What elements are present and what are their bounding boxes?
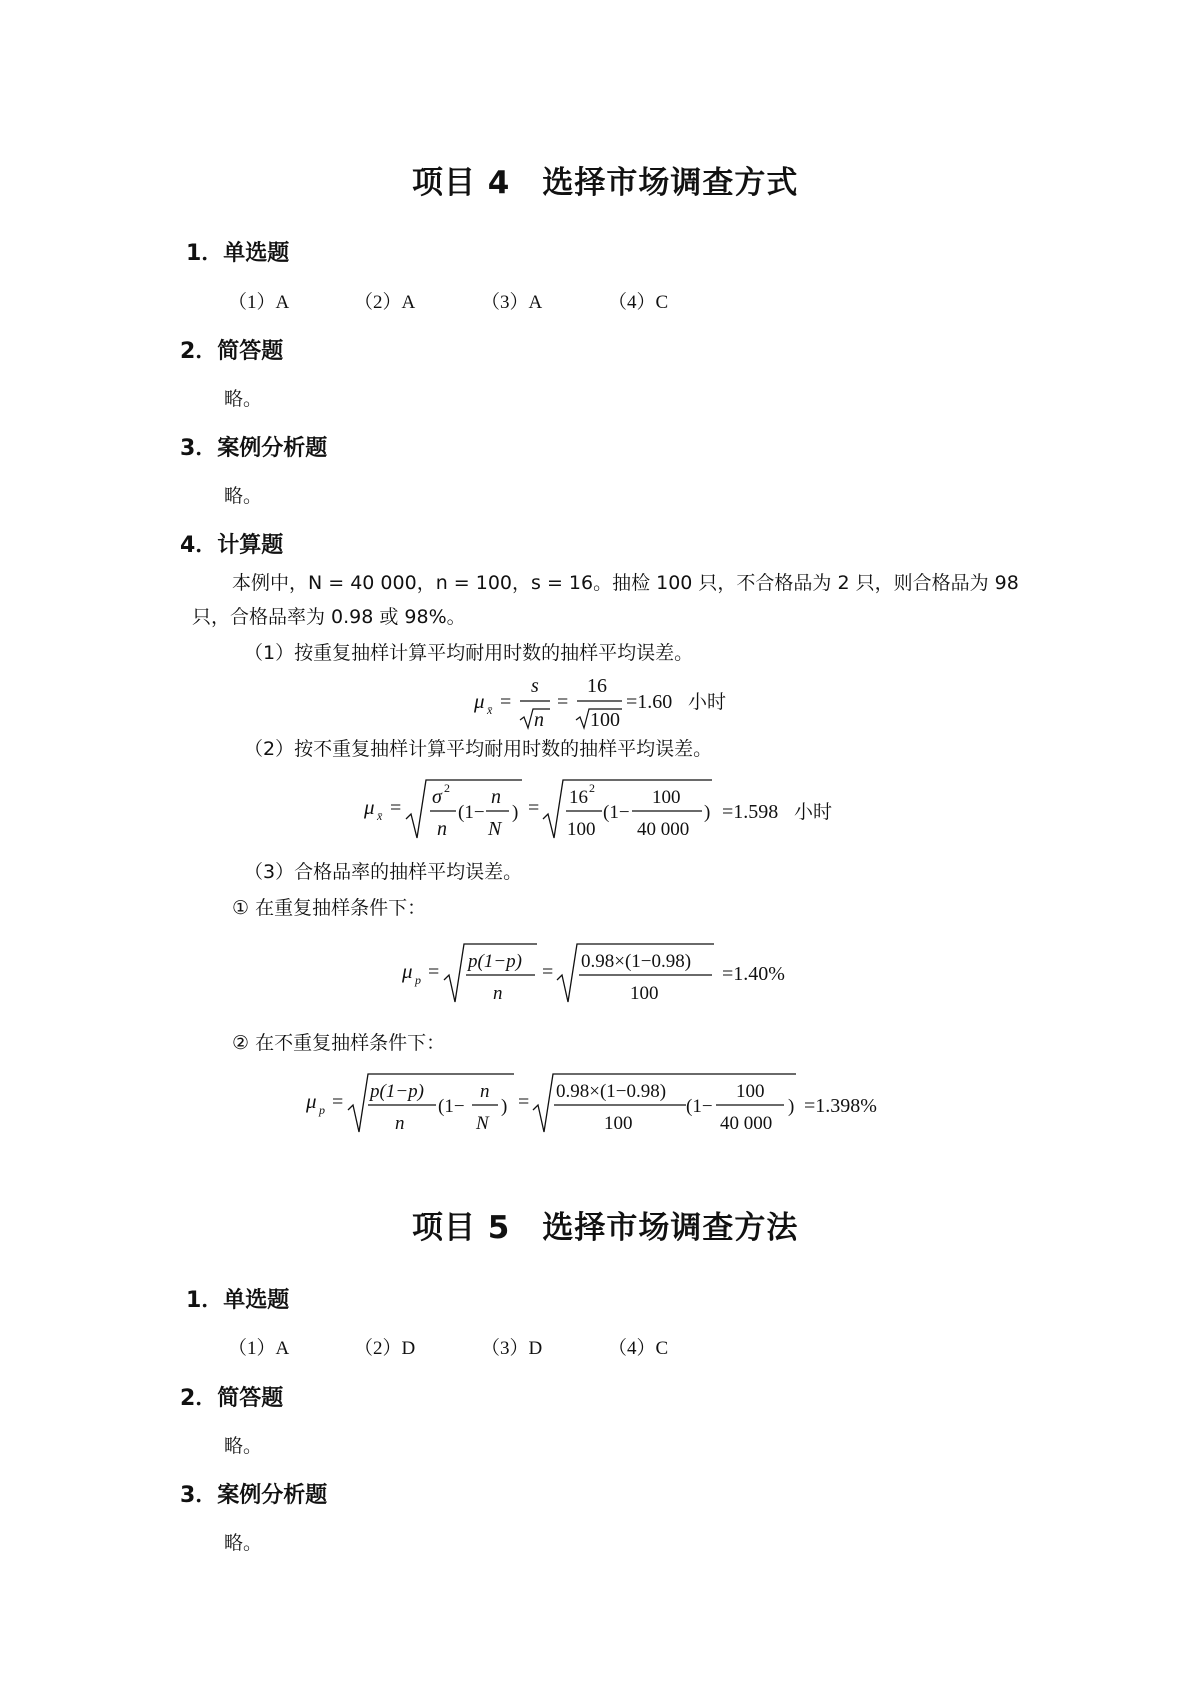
f1-den: 100 — [590, 709, 620, 731]
p5-short-answer-text: 略。 — [224, 1435, 263, 1457]
svg-text:x̄: x̄ — [487, 703, 493, 717]
svg-text:μ: μ — [306, 1089, 317, 1113]
formula-nonrepeat-sampling-mean — [360, 774, 850, 842]
f4-N: N — [476, 1113, 489, 1134]
f4-frac-den: 40 000 — [720, 1113, 773, 1134]
f4-close-left: ) — [501, 1096, 508, 1117]
formula-repeat-sampling-rate — [400, 938, 820, 1006]
f3-den-right: 100 — [630, 983, 659, 1004]
f4-close-right: ) — [788, 1096, 795, 1117]
p4-calc-sub2: ② 在不重复抽样条件下： — [232, 1032, 446, 1054]
svg-text:=: = — [542, 961, 554, 983]
f1-num: 16 — [587, 675, 607, 697]
f2-one-minus-right: (1− — [603, 802, 630, 823]
f2-result: =1.598 — [722, 801, 779, 823]
p5-case-analysis-text: 略。 — [224, 1532, 263, 1554]
svg-text:μ: μ — [402, 959, 413, 983]
p5-case-analysis-heading: 3．案例分析题 — [180, 1483, 328, 1508]
svg-text:x̄: x̄ — [377, 809, 383, 823]
f2-close-left: ) — [512, 802, 519, 823]
f4-den-right: 100 — [604, 1113, 633, 1134]
f4-n: n — [480, 1081, 490, 1102]
svg-text:=: = — [390, 797, 402, 819]
p4-answer-1: （1）A — [228, 292, 290, 313]
f1-unit: 小时 — [688, 692, 727, 713]
svg-text:p: p — [415, 973, 421, 987]
p5-short-answer-heading: 2．简答题 — [180, 1386, 284, 1411]
p4-single-choice-heading: 1．单选题 — [186, 241, 290, 266]
svg-text:=: = — [428, 961, 440, 983]
f2-sigma: σ — [432, 786, 442, 808]
p4-short-answer-text: 略。 — [224, 388, 263, 410]
f4-one-minus-right: (1− — [686, 1096, 713, 1117]
f2-N: N — [488, 818, 502, 840]
p5-answer-1: （1）A — [228, 1338, 290, 1359]
f1-result: =1.60 — [626, 691, 673, 713]
f2-n-den: n — [437, 818, 447, 840]
project4-title: 项目 4 选择市场调查方式 — [412, 165, 799, 201]
svg-text:=: = — [500, 691, 512, 713]
p4-case-analysis-text: 略。 — [224, 485, 263, 507]
f2-frac-num: 100 — [652, 787, 681, 808]
p5-single-choice-heading: 1．单选题 — [186, 1288, 290, 1313]
svg-text:=: = — [518, 1091, 530, 1113]
p4-case-analysis-heading: 3．案例分析题 — [180, 436, 328, 461]
p4-answer-3: （3）A — [481, 292, 543, 313]
f4-num-left: p(1−p) — [370, 1081, 424, 1102]
f4-frac-num: 100 — [736, 1081, 765, 1102]
f2-unit: 小时 — [794, 802, 833, 823]
p4-calc-item3: （3）合格品率的抽样平均误差。 — [244, 861, 523, 883]
svg-text:μ: μ — [474, 689, 485, 713]
f3-den-left: n — [493, 983, 503, 1004]
f2-100-den: 100 — [567, 819, 596, 840]
svg-text:μ: μ — [364, 795, 375, 819]
f2-frac-den: 40 000 — [637, 819, 690, 840]
p5-answer-2: （2）D — [354, 1338, 416, 1359]
f4-one-minus-left: (1− — [438, 1096, 465, 1117]
p4-short-answer-heading: 2．简答题 — [180, 339, 284, 364]
p4-calc-sub1: ① 在重复抽样条件下： — [232, 897, 427, 919]
p4-answer-4: （4）C — [608, 292, 669, 313]
p4-calculation-heading: 4．计算题 — [180, 533, 284, 558]
f2-close-right: ) — [704, 802, 711, 823]
f3-num-right: 0.98×(1−0.98) — [581, 951, 692, 972]
f4-result: =1.398% — [804, 1095, 877, 1117]
f2-16: 16 — [569, 787, 588, 808]
p4-calc-item2: （2）按不重复抽样计算平均耐用时数的抽样平均误差。 — [244, 738, 713, 760]
p4-calc-intro-line2: 只，合格品率为 0.98 或 98%。 — [192, 606, 466, 628]
f2-sq: 2 — [444, 781, 450, 795]
f1-s: s — [531, 675, 539, 697]
f2-one-minus-left: (1− — [458, 802, 485, 823]
f4-num-right: 0.98×(1−0.98) — [556, 1081, 667, 1102]
p4-calc-intro-line1: 本例中，N = 40 000，n = 100，s = 16。抽检 100 只，不合格品为 2 只，则合格品为 98 — [232, 572, 1019, 594]
svg-text:p: p — [319, 1103, 325, 1117]
svg-text:=: = — [332, 1091, 344, 1113]
f4-den-left: n — [395, 1113, 405, 1134]
formula-nonrepeat-sampling-rate — [304, 1068, 904, 1136]
svg-text:=: = — [528, 797, 540, 819]
p4-answer-2: （2）A — [354, 292, 416, 313]
f3-result: =1.40% — [722, 963, 785, 985]
f3-num-left: p(1−p) — [468, 951, 522, 972]
p5-answer-4: （4）C — [608, 1338, 669, 1359]
f2-n-num: n — [491, 786, 501, 808]
project5-title: 项目 5 选择市场调查方法 — [412, 1210, 799, 1246]
p5-answer-3: （3）D — [481, 1338, 543, 1359]
svg-text:=: = — [557, 691, 569, 713]
f1-n: n — [534, 709, 544, 731]
formula-repeat-sampling-mean — [470, 668, 750, 732]
f2-16-sq: 2 — [589, 781, 595, 795]
p4-calc-item1: （1）按重复抽样计算平均耐用时数的抽样平均误差。 — [244, 642, 694, 664]
